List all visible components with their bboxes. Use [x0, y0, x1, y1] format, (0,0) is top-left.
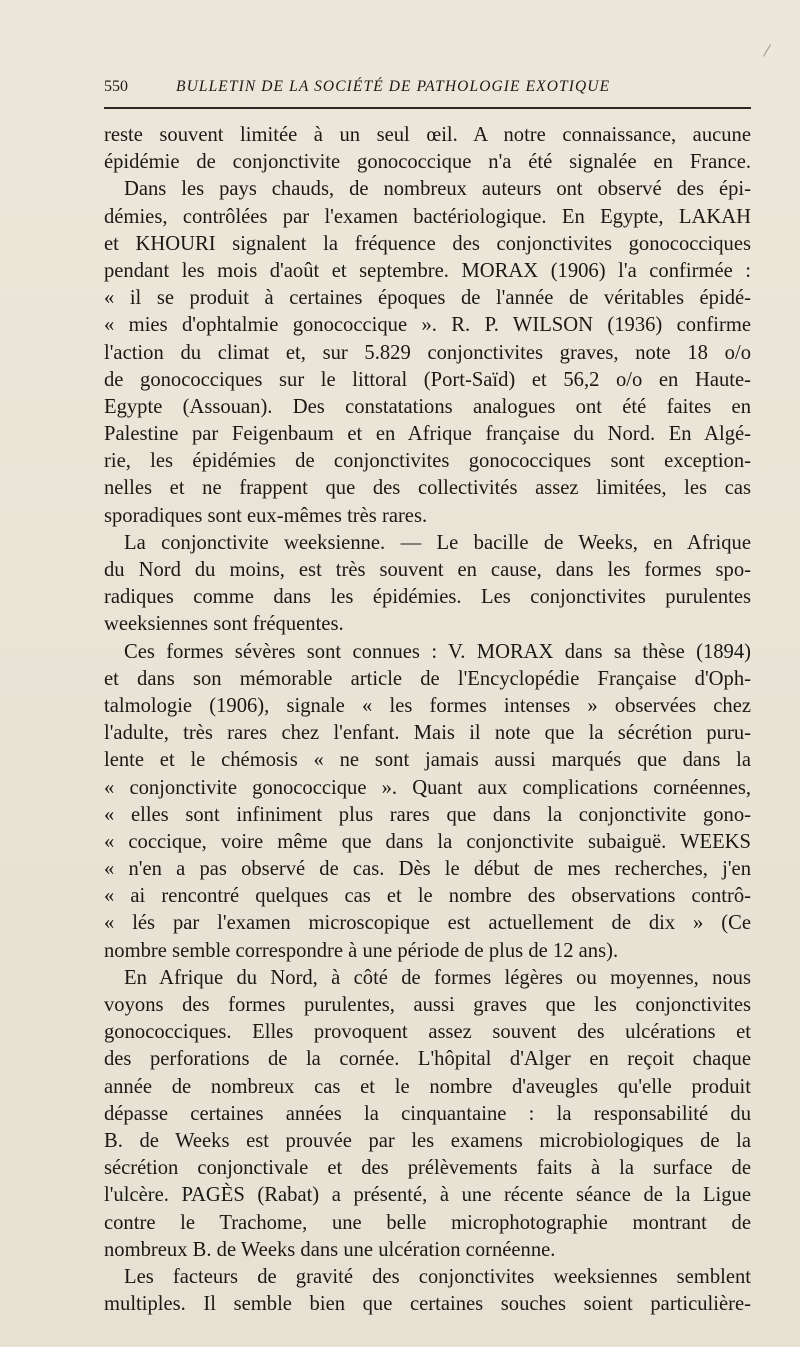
- text-line: contre le Trachome, une belle microphotographie montrant de: [104, 1211, 751, 1234]
- text-line: « mies d'ophtalmie gonococcique ». R. P. WILSON (1936) confirme: [104, 314, 751, 337]
- text-line: gonococciques. Elles provoquent assez souvent des ulcérations et: [104, 1021, 751, 1044]
- scan-mark: [763, 44, 771, 57]
- text-line: lente et le chémosis « ne sont jamais aussi marqués que dans la: [104, 749, 751, 772]
- text-line: nombreux B. de Weeks dans une ulcération cornéenne.: [104, 1238, 556, 1261]
- text-line: radiques comme dans les épidémies. Les conjonctivites purulentes: [104, 586, 751, 609]
- text-line: La conjonctivite weeksienne. — Le bacille de Weeks, en Afrique: [124, 531, 751, 554]
- text-line: reste souvent limitée à un seul œil. A notre connaissance, aucune: [104, 124, 751, 146]
- text-line: Ces formes sévères sont connues : V. MORAX dans sa thèse (1894): [124, 640, 751, 663]
- text-line: « coccique, voire même que dans la conjonctivite subaiguë. WEEKS: [104, 830, 751, 853]
- text-line: du Nord du moins, est très souvent en cause, dans les formes spo-: [104, 559, 751, 581]
- text-line: En Afrique du Nord, à côté de formes légères ou moyennes, nous: [124, 966, 751, 989]
- text-line: démies, contrôlées par l'examen bactériologique. En Egypte, LAKAH: [104, 205, 751, 228]
- text-line: « n'en a pas observé de cas. Dès le début de mes recherches, j'en: [104, 858, 751, 881]
- text-line: talmologie (1906), signale « les formes intenses » observées chez: [104, 694, 751, 717]
- running-title: BULLETIN DE LA SOCIÉTÉ DE PATHOLOGIE EXOTIQUE: [176, 78, 611, 95]
- text-line: dépasse certaines années la cinquantaine : la responsabilité du: [104, 1102, 751, 1125]
- body-text: [104, 122, 751, 1318]
- text-line: des perforations de la cornée. L'hôpital d'Alger en reçoit chaque: [104, 1048, 751, 1071]
- text-line: sécrétion conjonctivale et des prélèvements faits à la surface de: [104, 1157, 751, 1180]
- page-number: 550: [104, 78, 128, 95]
- text-line: Egypte (Assouan). Des constatations analogues ont été faites en: [104, 395, 751, 418]
- text-line: Les facteurs de gravité des conjonctivites weeksiennes semblent: [124, 1265, 751, 1288]
- text-line: « conjonctivite gonococcique ». Quant aux complications cornéennes,: [104, 776, 751, 799]
- text-line: sporadiques sont eux-mêmes très rares.: [104, 504, 428, 527]
- text-line: pendant les mois d'août et septembre. MORAX (1906) l'a confirmée :: [104, 259, 751, 282]
- text-line: épidémie de conjonctivite gonococcique n'a été signalée en France.: [104, 151, 751, 174]
- header-rule: [104, 107, 751, 109]
- text-line: « il se produit à certaines époques de l'année de véritables épidé-: [104, 287, 751, 310]
- text-line: « lés par l'examen microscopique est actuellement de dix » (Ce: [104, 912, 751, 935]
- text-line: rie, les épidémies de conjonctivites gonococciques sont exception-: [104, 450, 751, 473]
- text-line: Dans les pays chauds, de nombreux auteurs ont observé des épi-: [124, 178, 751, 201]
- text-line: l'ulcère. PAGÈS (Rabat) a présenté, à une récente séance de la Ligue: [104, 1184, 751, 1207]
- text-line: « ai rencontré quelques cas et le nombre des observations contrô-: [104, 885, 751, 908]
- text-line: « elles sont infiniment plus rares que dans la conjonctivite gono-: [104, 803, 751, 826]
- page-header: [104, 78, 752, 102]
- text-line: nombre semble correspondre à une période de plus de 12 ans).: [104, 939, 619, 962]
- text-line: multiples. Il semble bien que certaines souches soient particulière-: [104, 1293, 751, 1316]
- text-line: B. de Weeks est prouvée par les examens microbiologiques de la: [104, 1129, 751, 1152]
- text-line: nelles et ne frappent que des collectivités assez limitées, les cas: [104, 477, 751, 500]
- text-line: Palestine par Feigenbaum et en Afrique française du Nord. En Algé-: [104, 423, 751, 446]
- text-line: l'adulte, très rares chez l'enfant. Mais il note que la sécrétion puru-: [104, 722, 751, 745]
- text-line: et dans son mémorable article de l'Encyclopédie Française d'Oph-: [104, 667, 751, 690]
- text-line: et KHOURI signalent la fréquence des conjonctivites gonococciques: [104, 232, 751, 255]
- text-line: l'action du climat et, sur 5.829 conjonctivites graves, note 18 o/o: [104, 341, 751, 364]
- text-line: de gonococciques sur le littoral (Port-Saïd) et 56,2 o/o en Haute-: [104, 368, 751, 391]
- text-line: voyons des formes purulentes, aussi graves que les conjonctivites: [104, 994, 751, 1016]
- text-line: weeksiennes sont fréquentes.: [104, 613, 344, 636]
- text-line: année de nombreux cas et le nombre d'aveugles qu'elle produit: [104, 1075, 751, 1098]
